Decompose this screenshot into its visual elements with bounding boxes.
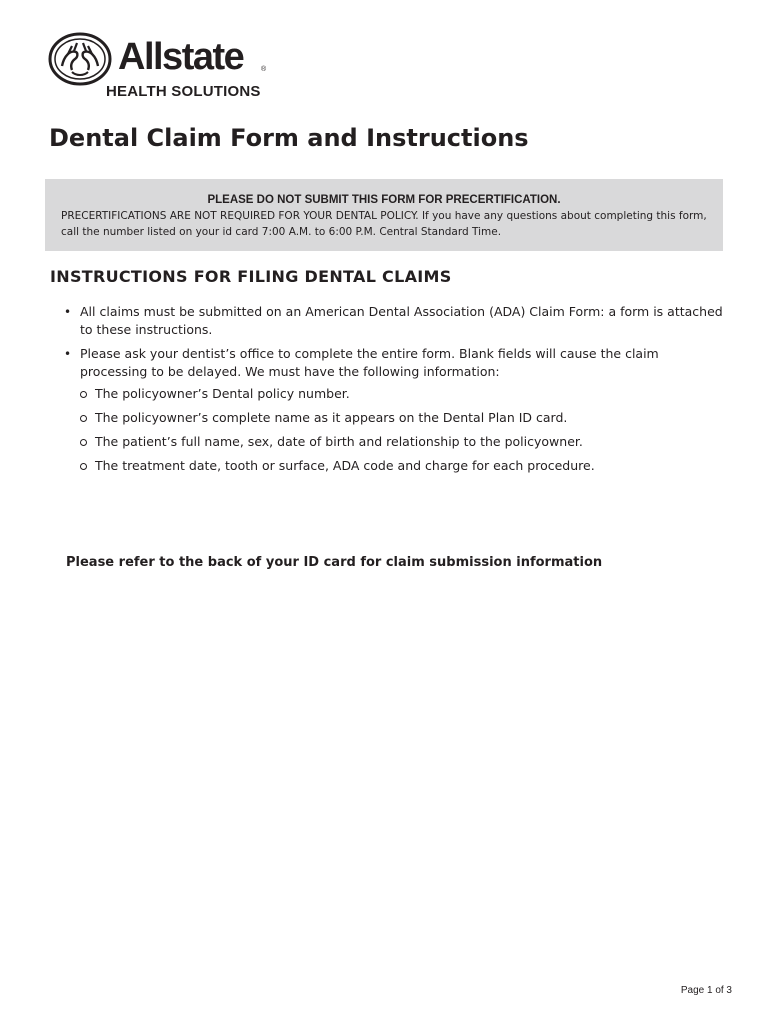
list-item [64,303,724,339]
circle-bullet-icon [80,415,87,422]
sub-list-item-text: The patient’s full name, sex, date of birth and relationship to the policyowner. [95,434,583,449]
sub-list-item-text: The treatment date, tooth or surface, ADA code and charge for each procedure. [95,458,595,473]
instructions-heading: INSTRUCTIONS FOR FILING DENTAL CLAIMS [50,267,452,286]
notice-body: PRECERTIFICATIONS ARE NOT REQUIRED FOR YOUR DENTAL POLICY. If you have any questions about completing this form, call the number listed on your id card 7:00 A.M. to 6:00 P.M. Central Standard Time. [61,210,707,238]
registered-mark: ® [261,66,267,73]
page-indicator: Page 1 of 3 [680,985,732,996]
required-info-list [80,385,724,475]
sub-list-item [80,457,724,475]
page-title: Dental Claim Form and Instructions [49,124,529,152]
precertification-notice [45,179,723,251]
sub-list-item-text: The policyowner’s Dental policy number. [95,386,350,401]
sub-list-item-text: The policyowner’s complete name as it appears on the Dental Plan ID card. [95,410,568,425]
instructions-list [64,303,724,481]
bullet-icon: • [64,305,72,319]
circle-bullet-icon [80,391,87,398]
claim-submission-note: Please refer to the back of your ID card for claim submission information [66,555,603,570]
list-item-text: Please ask your dentist’s office to complete the entire form. Blank fields will cause the claim processing to be delayed. We must have the following information: [80,346,659,379]
brand-division: HEALTH SOLUTIONS [106,83,261,100]
sub-list-item [80,409,724,427]
allstate-logo [48,32,278,104]
sub-list-item [80,433,724,451]
brand-name: Allstate [118,36,244,78]
bullet-icon: • [64,347,72,361]
circle-bullet-icon [80,439,87,446]
list-item-text: All claims must be submitted on an American Dental Association (ADA) Claim Form: a form is attached to these instructions. [80,304,723,337]
list-item [64,345,724,475]
sub-list-item [80,385,724,403]
circle-bullet-icon [80,463,87,470]
allstate-hands-icon [48,32,114,90]
notice-heading: PLEASE DO NOT SUBMIT THIS FORM FOR PRECERTIFICATION. [207,194,561,206]
